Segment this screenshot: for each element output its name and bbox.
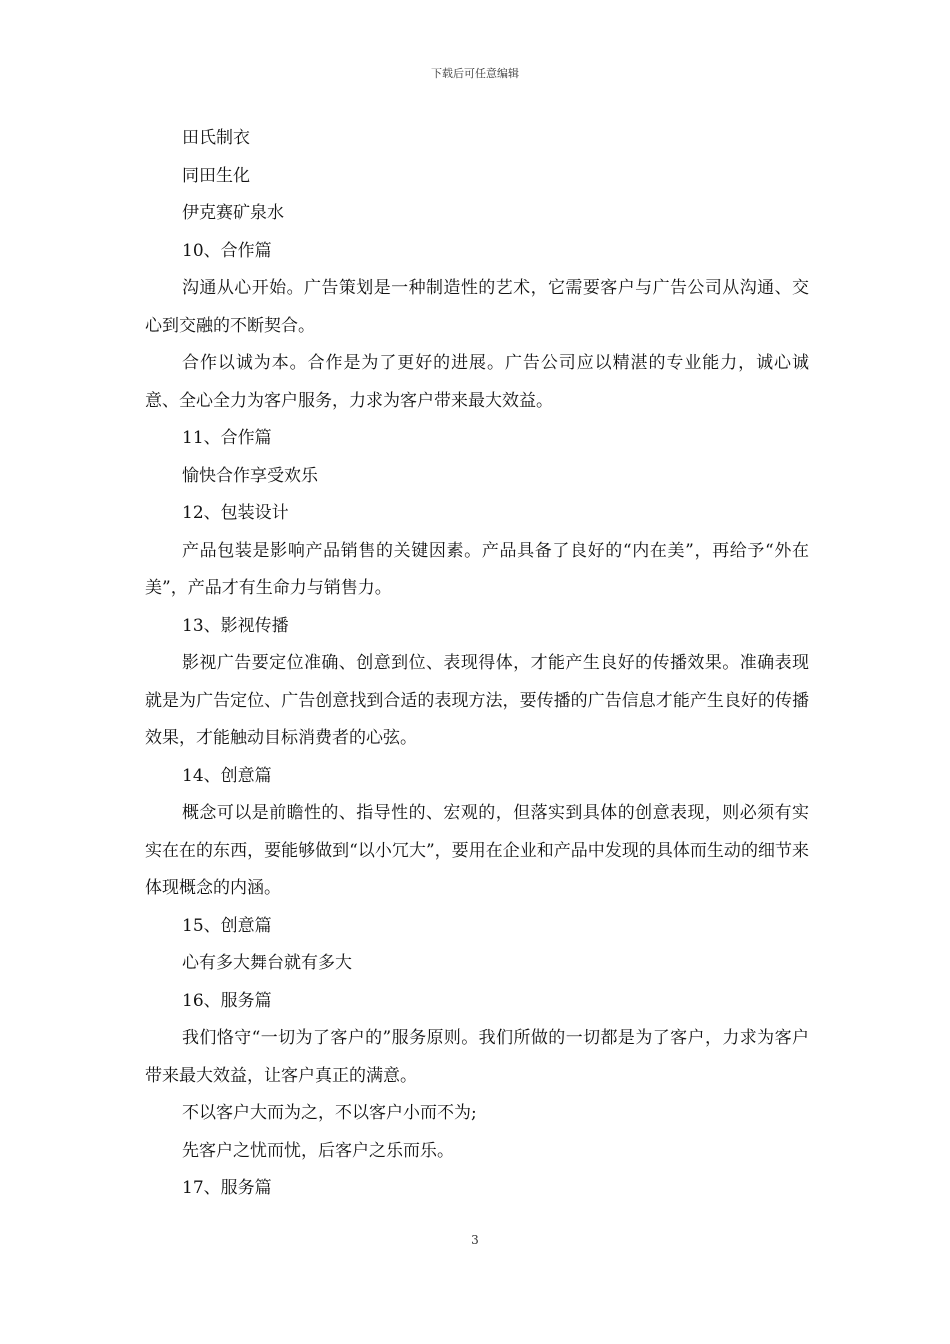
paragraph: 愉快合作享受欢乐 (182, 465, 318, 486)
section-heading: 17、服务篇 (182, 1178, 272, 1198)
section-heading: 11、合作篇 (182, 428, 272, 448)
page-number: 3 (471, 1233, 479, 1247)
section-heading: 13、影视传播 (182, 615, 289, 636)
section-heading: 10、合作篇 (182, 240, 272, 261)
paragraph: 不以客户大而为之，不以客户小而不为; (182, 1103, 477, 1123)
paragraph: 同田生化 (182, 165, 250, 186)
paragraph: 田氏制衣 (182, 128, 250, 148)
document-body (145, 120, 809, 1208)
paragraph: 沟通从心开始。广告策划是一种制造性的艺术，它需要客户与广告公司从沟通、交心到交融的不断契合。 (145, 278, 809, 336)
paragraph: 先客户之忧而忧，后客户之乐而乐。 (182, 1140, 454, 1161)
section-heading: 12、包装设计 (182, 503, 289, 523)
paragraph: 概念可以是前瞻性的、指导性的、宏观的，但落实到具体的创意表现，则必须有实实在在的东西，要能够做到“以小冗大”，要用在企业和产品中发现的具体而生动的细节来体现概念的内涵。 (145, 803, 809, 898)
page-header: 下载后可任意编辑 (431, 67, 519, 80)
paragraph: 我们恪守“一切为了客户的”服务原则。我们所做的一切都是为了客户，力求为客户带来最大效益，让客户真正的满意。 (145, 1028, 809, 1086)
paragraph: 合作以诚为本。合作是为了更好的进展。广告公司应以精湛的专业能力，诚心诚意、全心全力为客户服务，力求为客户带来最大效益。 (145, 353, 809, 411)
section-heading: 15、创意篇 (182, 915, 272, 936)
paragraph: 心有多大舞台就有多大 (182, 953, 352, 973)
paragraph: 影视广告要定位准确、创意到位、表现得体，才能产生良好的传播效果。准确表现就是为广告定位、广告创意找到合适的表现方法，要传播的广告信息才能产生良好的传播效果，才能触动目标消费者的心弦。 (145, 653, 809, 748)
paragraph: 伊克赛矿泉水 (182, 203, 284, 223)
section-heading: 14、创意篇 (182, 765, 272, 786)
paragraph: 产品包装是影响产品销售的关键因素。产品具备了良好的“内在美”，再给予“外在美”，产品才有生命力与销售力。 (145, 540, 809, 598)
section-heading: 16、服务篇 (182, 990, 272, 1011)
